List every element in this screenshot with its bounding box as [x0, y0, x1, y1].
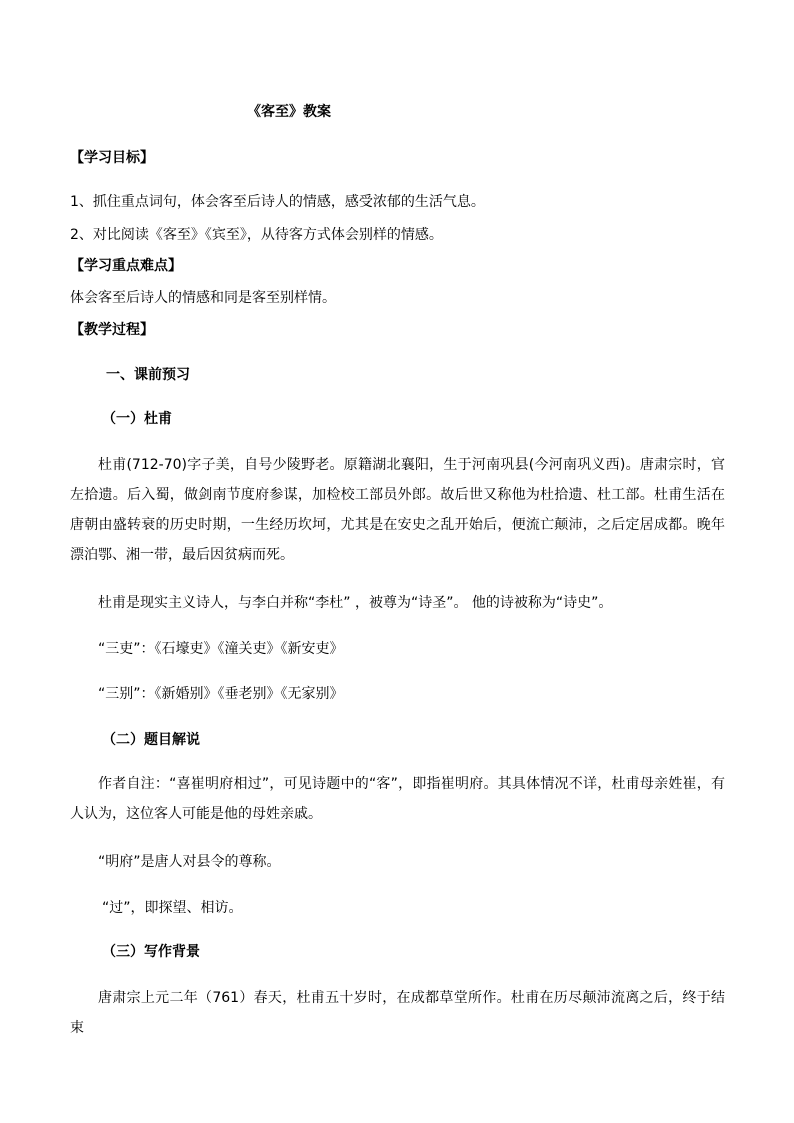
keypoints-text: 体会客至后诗人的情感和同是客至别样情。: [70, 290, 336, 306]
part1-heading: 一、课前预习: [106, 367, 190, 383]
doc-title: 《客至》教案: [247, 104, 331, 120]
sub2-heading: （二）题目解说: [102, 732, 200, 748]
background-paragraph: 唐肃宗上元二年（761）春天，杜甫五十岁时，在成都草堂所作。杜甫在历尽颠沛流离之后，终于结束: [70, 990, 725, 1036]
process-heading: 【教学过程】: [70, 322, 154, 338]
dufu-status-paragraph: 杜甫是现实主义诗人，与李白并称“李杜” ，被尊为“诗圣”。 他的诗被称为“诗史”。: [98, 595, 613, 611]
guo-line: “过”，即探望、相访。: [102, 900, 243, 916]
three-farewells-line: “三别”：《新婚别》《垂老别》《无家别》: [98, 686, 344, 702]
objectives-heading: 【学习目标】: [70, 150, 154, 166]
title-explain-paragraph: 作者自注：“喜崔明府相过”，可见诗题中的“客”，即指崔明府。其具体情况不详，杜甫母亲姓崔，有人认为，这位客人可能是他的母姓亲戚。: [70, 776, 725, 822]
dufu-bio-paragraph: 杜甫(712-70)字子美，自号少陵野老。原籍湖北襄阳，生于河南巩县(今河南巩义西)。唐肃宗时，官左拾遗。后入蜀，做剑南节度府参谋，加检校工部员外郎。故后世又称他为杜拾遗、杜工部。杜甫生活在唐朝由盛转衰的历史时期，一生经历坎坷，尤其是在安史之乱开始后，便流亡颠沛，之后定居成都。晚年漂泊鄂、湘一带，最后因贫病而死。: [70, 457, 725, 563]
sub3-heading: （三）写作背景: [102, 944, 200, 960]
sub1-heading: （一）杜甫: [102, 411, 172, 427]
three-officials-line: “三吏”：《石壕吏》《潼关吏》《新安吏》: [98, 641, 344, 657]
keypoints-heading: 【学习重点难点】: [70, 258, 182, 274]
mingfu-line: “明府”是唐人对县令的尊称。: [98, 854, 281, 870]
objective-item-2: 2、对比阅读《客至》《宾至》，从待客方式体会别样的情感。: [70, 227, 443, 243]
objective-item-1: 1、抓住重点词句，体会客至后诗人的情感，感受浓郁的生活气息。: [70, 194, 485, 210]
